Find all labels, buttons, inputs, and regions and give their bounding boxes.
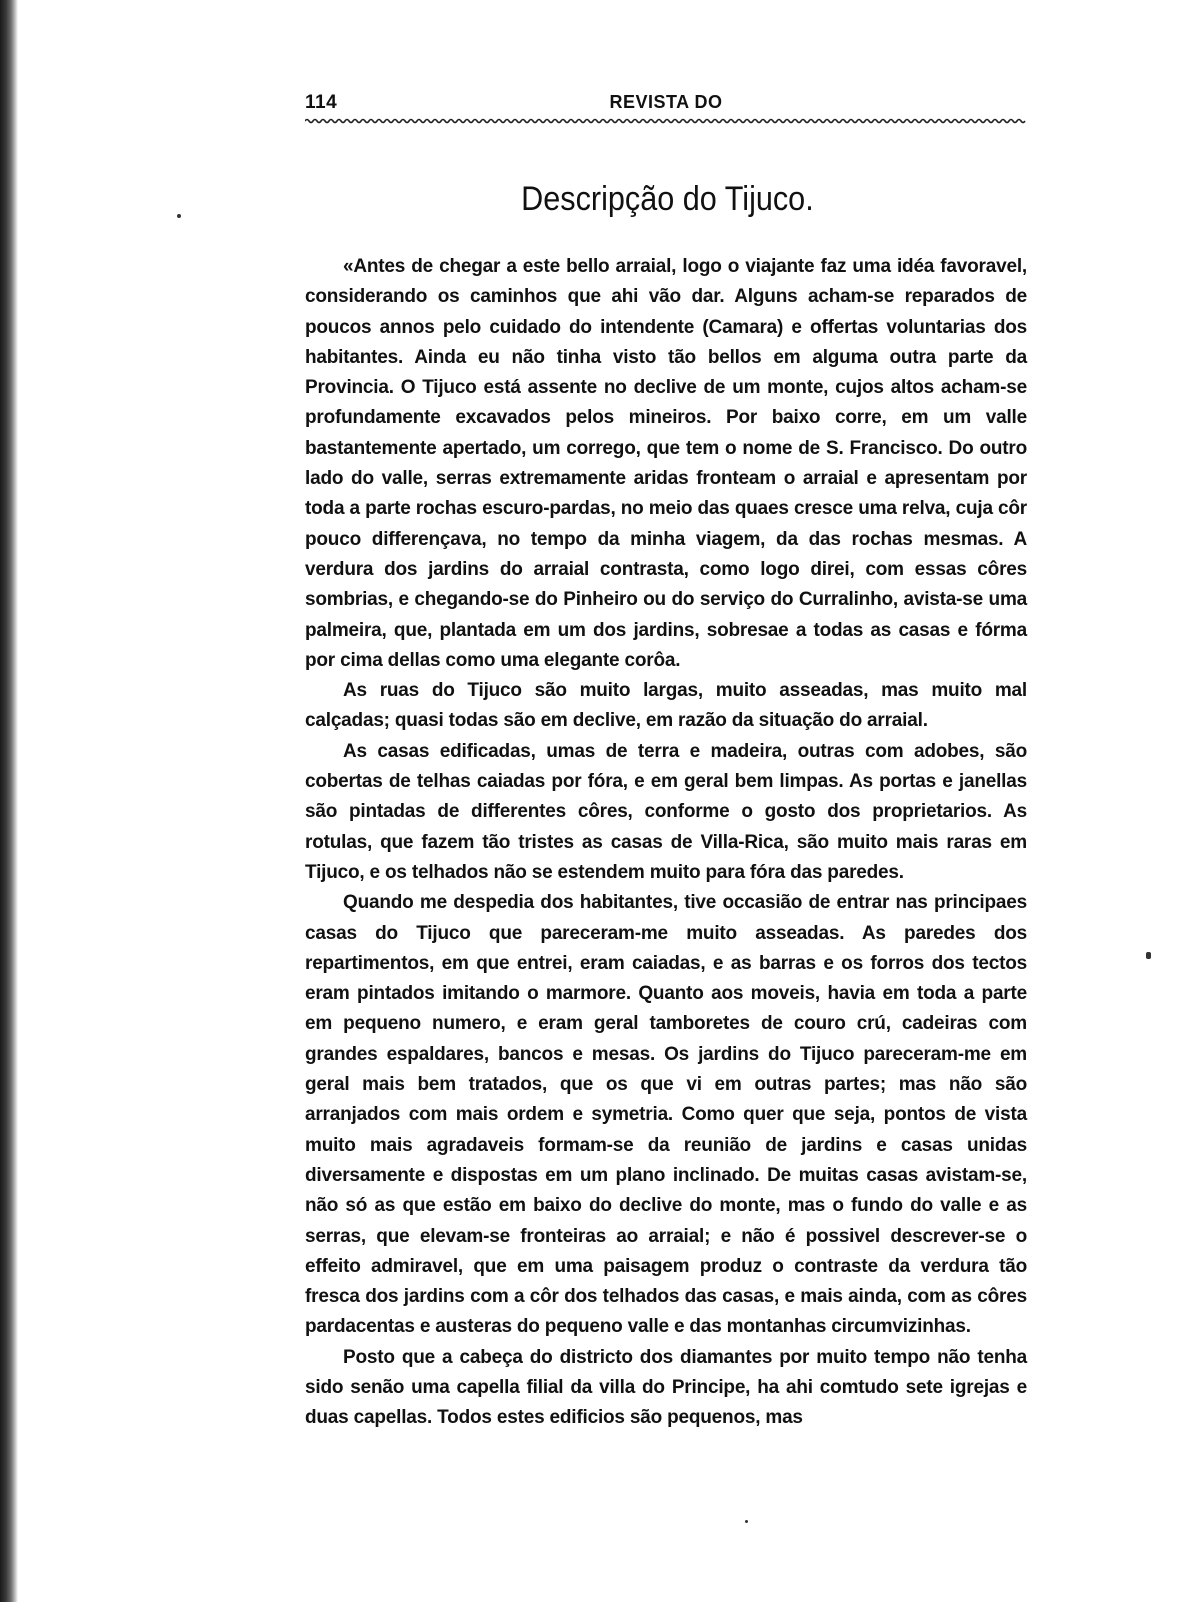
article-title: Descripção do Tijuco.	[521, 180, 814, 218]
document-page	[305, 86, 1027, 1434]
header-rule	[305, 118, 1027, 124]
paragraph: As casas edificadas, umas de terra e madeira, outras com adobes, são cobertas de telhas caiadas por fóra, e em geral bem limpas. As portas e janellas são pintadas de differentes côres, conforme o gosto dos proprietarios. As rotulas, que fazem tão tristes as casas de Villa-Rica, são muito mais raras em Tijuco, e os telhados não se estendem muito para fóra das paredes.	[305, 740, 1027, 883]
article-body	[305, 252, 1027, 1434]
scan-binding-edge	[0, 0, 18, 1602]
stray-ink-dot	[177, 214, 181, 218]
paragraph: «Antes de chegar a este bello arraial, logo o viajante faz uma idéa favoravel, considerando os caminhos que ahi vão dar. Alguns acham-se reparados de poucos annos pelo cuidado do intendente (Camara) e offertas voluntarias dos habitantes. Ainda eu não tinha visto tão bellos em alguma outra parte da Provincia. O Tijuco está assente no declive de um monte, cujos altos acham-se profundamente excavados pelos mineiros. Por baixo corre, em um valle bastantemente apertado, um corrego, que tem o nome de S. Francisco. Do outro lado do valle, serras extremamente aridas fronteam o arraial e apresentam por toda a parte rochas escuro-pardas, no meio das quaes cresce uma relva, cuja côr pouco differençava, no tempo da minha viagem, da das rochas mesmas. A verdura dos jardins do arraial contrasta, como logo direi, com essas côres sombrias, e chegando-se do Pinheiro ou do serviço do Curralinho, avista-se uma palmeira, que, plantada em um dos jardins, sobresae a todas as casas e fórma por cima dellas como uma elegante corôa.	[305, 256, 1027, 671]
stray-ink-dot	[1146, 952, 1151, 959]
paragraph: Posto que a cabeça do districto dos diamantes por muito tempo não tenha sido senão uma capella filial da villa do Principe, ha ahi comtudo sete igrejas e duas capellas. Todos estes edificios são pequenos, mas	[305, 1346, 1027, 1429]
paragraph: Quando me despedia dos habitantes, tive occasião de entrar nas principaes casas do Tijuco que pareceram-me muito asseadas. As paredes dos repartimentos, em que entrei, eram caiadas, e as barras e os forros dos tectos eram pintados imitando o marmore. Quanto aos moveis, havia em toda a parte em pequeno numero, e eram geral tamboretes de couro crú, cadeiras com grandes espaldares, bancos e mesas. Os jardins do Tijuco pareceram-me em geral mais bem tratados, que os que vi em outras partes; mas não são arranjados com mais ordem e symetria. Como quer que seja, pontos de vista muito mais agradaveis formam-se da reunião de jardins e casas unidas diversamente e dispostas em um plano inclinado. De muitas casas avistam-se, não só as que estão em baixo do declive do monte, mas o fundo do valle e as serras, que elevam-se fronteiras ao arraial; e não é possivel descrever-se o effeito admiravel, que em uma paisagem produz o contraste da verdura tão fresca dos jardins com a côr dos telhados das casas, e mais ainda, com as côres pardacentas e austeras do pequeno valle e das montanhas circumvizinhas.	[305, 892, 1027, 1338]
journal-name: REVISTA DO	[609, 92, 723, 112]
page-number: 114	[305, 92, 338, 113]
paragraph: As ruas do Tijuco são muito largas, muito asseadas, mas muito mal calçadas; quasi todas são em declive, em razão da situação do arraial.	[305, 680, 1027, 732]
running-header	[305, 86, 1027, 120]
stray-ink-dot	[745, 1520, 748, 1523]
